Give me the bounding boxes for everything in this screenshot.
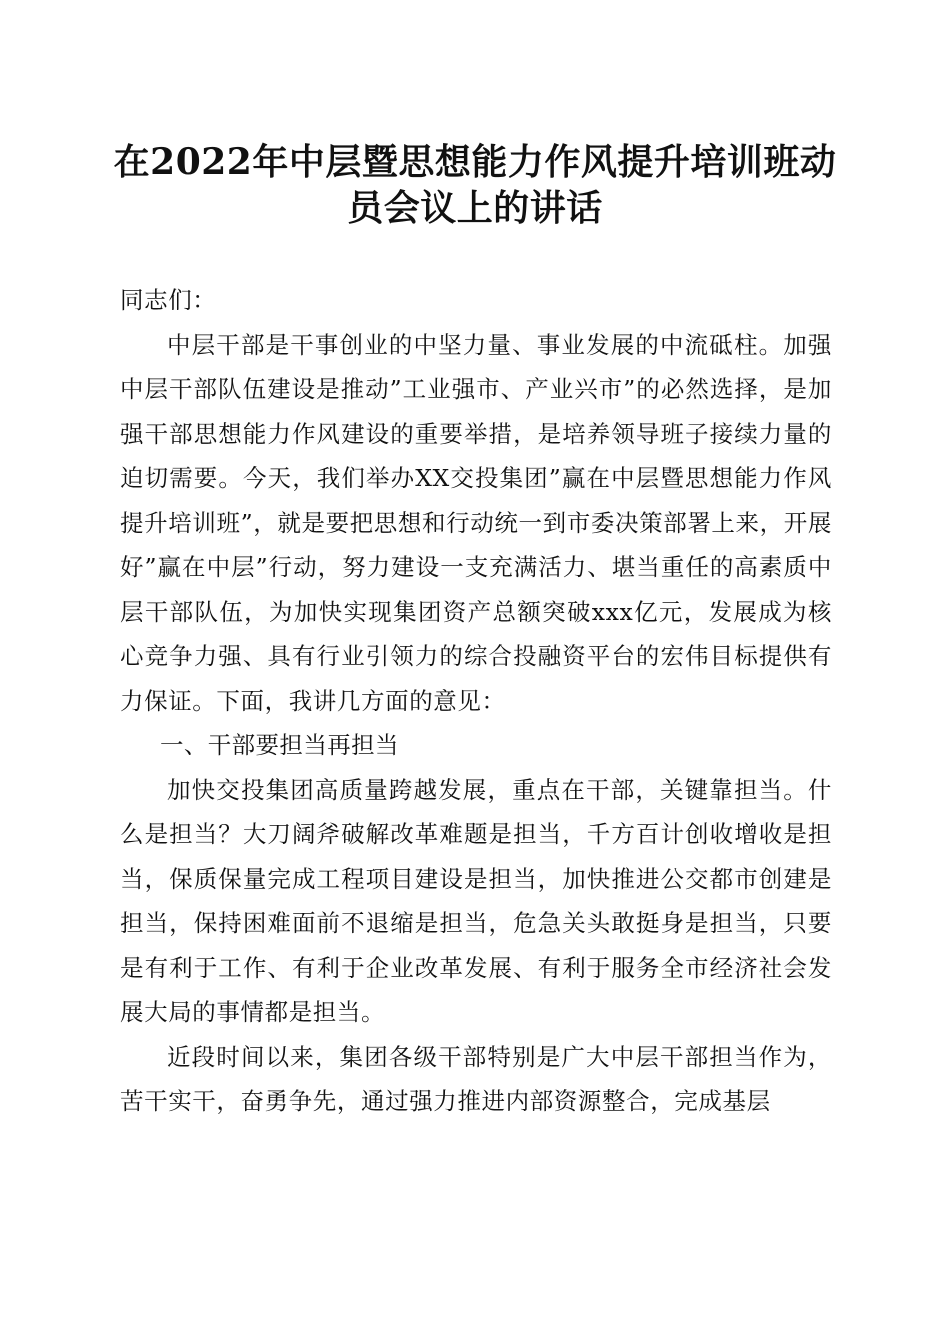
document-title-line-1: 在2022年中层暨思想能力作风提升培训班动: [113, 141, 837, 183]
intro-paragraph: 中层干部是干事创业的中坚力量、事业发展的中流砥柱。加强中层干部队伍建设是推动”工业强市、产业兴市”的必然选择，是加强干部思想能力作风建设的重要举措，是培养领导班子接续力量的迫切需要。今天，我们举办XX交投集团”赢在中层暨思想能力作风提升培训班”，就是要把思想和行动统一到市委决策部署上来，开展好”赢在中层”行动，努力建设一支充满活力、堪当重任的高素质中层干部队伍，为加快实现集团资产总额突破xxx亿元，发展成为核心竞争力强、具有行业引领力的综合投融资平台的宏伟目标提供有力保证。下面，我讲几方面的意见：: [120, 330, 832, 715]
section1-paragraph-2: 近段时间以来，集团各级干部特别是广大中层干部担当作为，苦干实干，奋勇争先，通过强力推进内部资源整合，完成基层: [120, 1042, 832, 1115]
section-heading-1: 一、干部要担当再担当: [159, 731, 399, 759]
document-body: [120, 278, 832, 1124]
section1-paragraph-1: 加快交投集团高质量跨越发展，重点在干部，关键靠担当。什么是担当？大刀阔斧破解改革难题是担当，千方百计创收增收是担当，保质保量完成工程项目建设是担当，加快推进公交都市创建是担当，保持困难面前不退缩是担当，危急关头敢挺身是担当，只要是有利于工作、有利于企业改革发展、有利于服务全市经济社会发展大局的事情都是担当。: [120, 775, 832, 1026]
salutation: 同志们：: [120, 286, 217, 314]
document-title-line-2: 员会议上的讲话: [347, 187, 603, 229]
